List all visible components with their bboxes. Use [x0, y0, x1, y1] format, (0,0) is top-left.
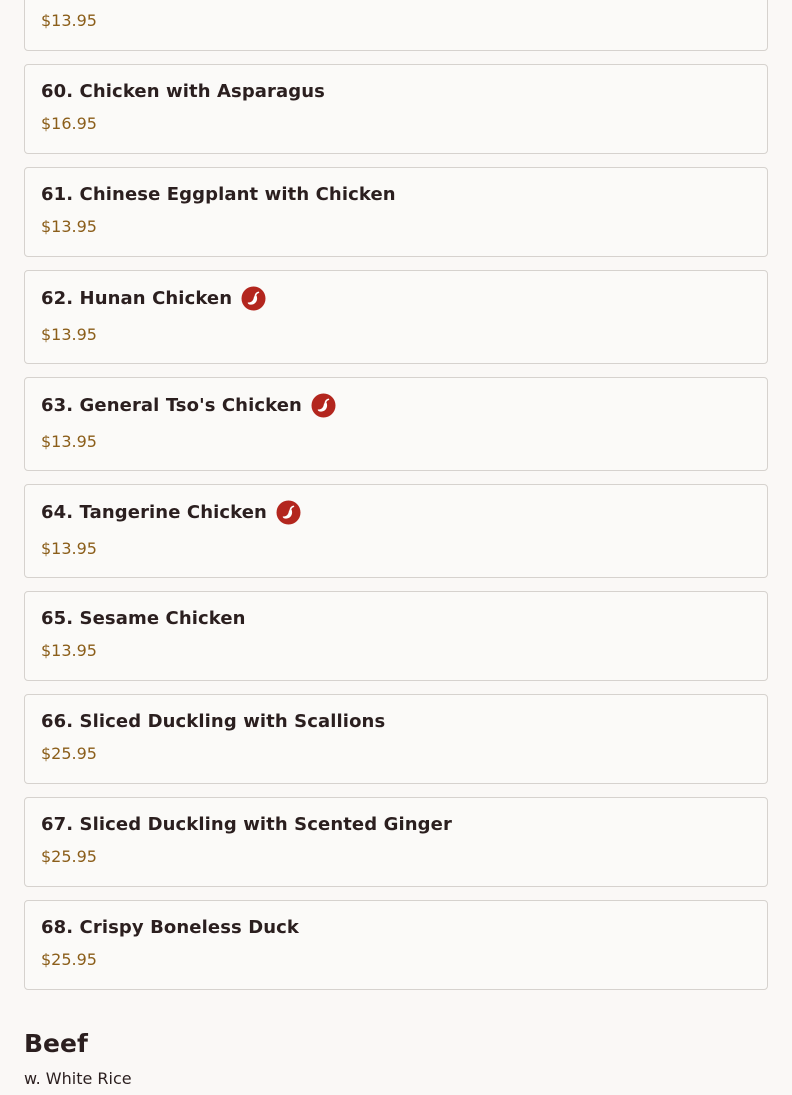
item-name: 65. Sesame Chicken [41, 608, 246, 629]
menu-item-card[interactable] [24, 591, 768, 681]
item-name: 66. Sliced Duckling with Scallions [41, 711, 386, 732]
item-name-row [41, 65, 751, 103]
item-price: $13.95 [41, 641, 97, 660]
item-name-row [41, 901, 751, 939]
item-name: 64. Tangerine Chicken [41, 502, 267, 523]
item-price: $13.95 [41, 325, 97, 344]
chili-pepper-icon [241, 286, 266, 311]
menu-item-list [24, 0, 768, 1003]
item-price: $13.95 [41, 432, 97, 451]
chili-pepper-icon [311, 393, 336, 418]
item-name-row [41, 378, 751, 419]
item-name-row [41, 168, 751, 206]
item-name: 60. Chicken with Asparagus [41, 81, 325, 102]
item-price: $25.95 [41, 744, 97, 763]
item-name: 67. Sliced Duckling with Scented Ginger [41, 814, 452, 835]
menu-item-card[interactable] [24, 900, 768, 990]
section-subtitle: w. White Rice [24, 1069, 132, 1088]
item-price: $13.95 [41, 539, 97, 558]
menu-item-card[interactable] [24, 377, 768, 471]
item-price: $25.95 [41, 950, 97, 969]
chili-pepper-icon [276, 500, 301, 525]
item-price: $25.95 [41, 847, 97, 866]
menu-item-card[interactable] [24, 484, 768, 578]
section-title-beef: Beef [24, 1029, 88, 1058]
item-name: 62. Hunan Chicken [41, 288, 233, 309]
menu-item-card[interactable] [24, 0, 768, 51]
item-name-row [41, 271, 751, 312]
menu-item-card[interactable] [24, 694, 768, 784]
item-price: $13.95 [41, 11, 97, 30]
item-name-row [41, 592, 751, 630]
item-name: 61. Chinese Eggplant with Chicken [41, 184, 396, 205]
menu-item-card[interactable] [24, 270, 768, 364]
item-name: 68. Crispy Boneless Duck [41, 917, 299, 938]
item-price: $13.95 [41, 217, 97, 236]
item-price: $16.95 [41, 114, 97, 133]
item-name-row [41, 485, 751, 526]
menu-item-card[interactable] [24, 64, 768, 154]
item-name-row [41, 695, 751, 733]
menu-item-card[interactable] [24, 797, 768, 887]
item-name: 63. General Tso's Chicken [41, 395, 302, 416]
item-name-row [41, 798, 751, 836]
menu-item-card[interactable] [24, 167, 768, 257]
